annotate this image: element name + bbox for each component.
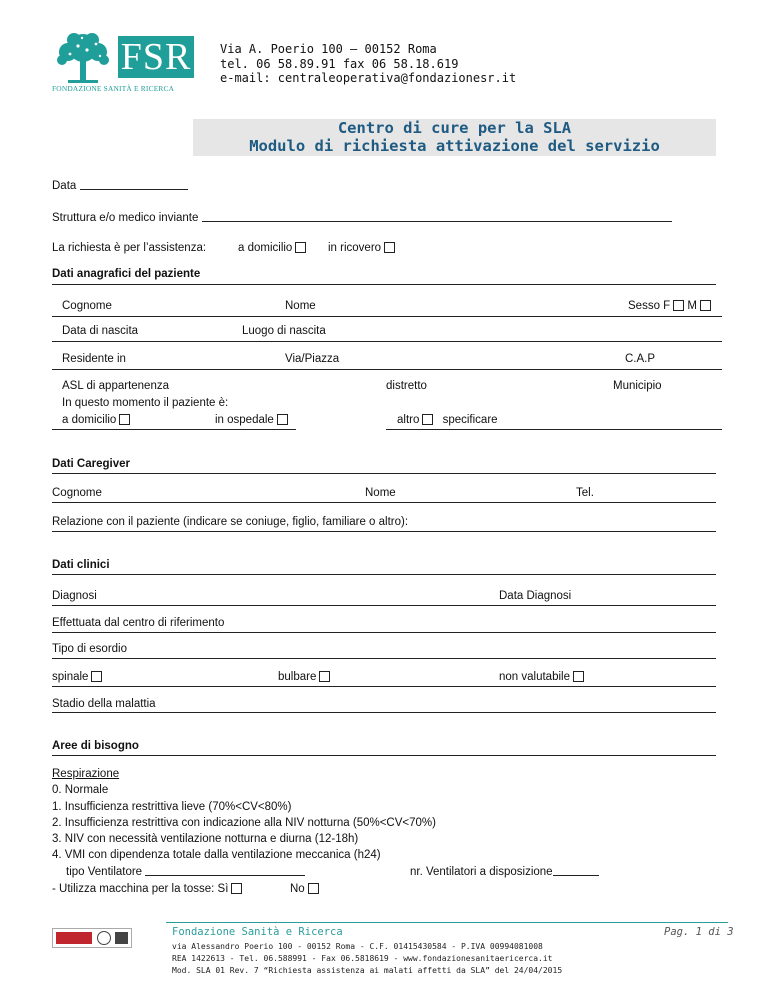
sesso-m-label: M	[687, 300, 697, 312]
footer-line: via Alessandro Poerio 100 - 00152 Roma - C.F. 01415430584 - P.IVA 00994081008	[172, 942, 543, 951]
cap-label: C.A.P	[625, 353, 656, 365]
badge-red-block	[56, 932, 92, 944]
divider	[52, 686, 716, 687]
ventilatore-label: tipo Ventilatore	[66, 866, 143, 878]
sesso-label: Sesso F	[628, 300, 671, 312]
foundation-name: FONDAZIONE SANITÀ E RICERCA	[52, 84, 175, 93]
list-item: 3. NIV con necessità ventilazione notturna e diurna (12-18h)	[52, 833, 359, 846]
nr-ventilatori-field[interactable]	[410, 865, 599, 878]
altro-option[interactable]	[397, 414, 498, 426]
list-item: 1. Insufficienza restrittiva lieve (70%<CV<80%)	[52, 800, 292, 813]
domicilio-checkbox[interactable]	[295, 242, 306, 253]
municipio-label: Municipio	[613, 380, 662, 392]
caregiver-heading: Dati Caregiver	[52, 458, 130, 470]
domicilio-label: a domicilio	[238, 242, 293, 254]
page-number: Pag. 1 di 3	[664, 926, 734, 938]
specificare-label: specificare	[442, 414, 498, 426]
luogo-nascita-label: Luogo di nascita	[242, 325, 326, 337]
divider	[52, 284, 716, 285]
diagnosi-label: Diagnosi	[52, 590, 97, 602]
distretto-label: distretto	[386, 380, 427, 392]
non-valutabile-checkbox[interactable]	[573, 671, 584, 682]
divider	[52, 531, 716, 532]
badge-seal	[97, 931, 111, 945]
page-title	[193, 119, 716, 155]
spinale-label: spinale	[52, 671, 89, 683]
footer-line: REA 1422613 - Tel. 06.588991 - Fax 06.5818619 - www.fondazionesanitaericerca.it	[172, 954, 553, 963]
respirazione-heading: Respirazione	[52, 768, 120, 780]
ospedale-checkbox[interactable]	[277, 414, 288, 425]
data-field[interactable]	[52, 179, 188, 192]
ospedale-option[interactable]	[215, 414, 288, 426]
tosse-no-checkbox[interactable]	[308, 883, 319, 894]
residente-label: Residente in	[62, 353, 126, 365]
email-line: e-mail: centraleoperativa@fondazionesr.it	[220, 71, 517, 85]
spinale-checkbox[interactable]	[91, 671, 102, 682]
footer-divider	[166, 922, 728, 923]
centro-label: Effettuata dal centro di riferimento	[52, 617, 225, 629]
non-valutabile-option[interactable]	[499, 671, 584, 683]
struttura-blank[interactable]	[202, 211, 672, 222]
list-item: 0. Normale	[52, 784, 109, 797]
domicilio-option[interactable]	[238, 242, 306, 254]
divider	[52, 316, 722, 317]
divider	[52, 605, 716, 606]
divider	[52, 502, 716, 503]
bulbare-option[interactable]	[278, 671, 330, 683]
cognome-label: Cognome	[62, 300, 112, 312]
divider	[52, 712, 716, 713]
via-label: Via/Piazza	[285, 353, 340, 365]
momento-domicilio-option[interactable]	[62, 414, 130, 426]
tosse-no-label: No	[290, 883, 305, 895]
bulbare-label: bulbare	[278, 671, 317, 683]
momento-domicilio-label: a domicilio	[62, 414, 117, 426]
ricovero-checkbox[interactable]	[384, 242, 395, 253]
spinale-option[interactable]	[52, 671, 102, 683]
altro-label: altro	[397, 414, 420, 426]
tosse-option[interactable]	[52, 883, 242, 895]
altro-checkbox[interactable]	[422, 414, 433, 425]
list-item: 2. Insufficienza restrittiva con indicazione alla NIV notturna (50%<CV<70%)	[52, 816, 436, 829]
sesso-field[interactable]	[628, 300, 711, 312]
ventilatore-blank[interactable]	[145, 865, 305, 876]
list-item: 4. VMI con dipendenza totale dalla ventilazione meccanica (h24)	[52, 849, 381, 862]
divider	[52, 574, 716, 575]
data-nascita-label: Data di nascita	[62, 325, 139, 337]
momento-label: In questo momento il paziente è:	[62, 397, 229, 409]
ospedale-label: in ospedale	[215, 414, 274, 426]
divider	[52, 473, 716, 474]
esordio-label: Tipo di esordio	[52, 643, 128, 655]
brand-block: FSR	[118, 36, 194, 78]
caregiver-nome-label: Nome	[365, 487, 396, 499]
divider	[52, 632, 716, 633]
divider	[52, 341, 722, 342]
non-valutabile-label: non valutabile	[499, 671, 570, 683]
sesso-m-checkbox[interactable]	[700, 300, 711, 311]
nome-label: Nome	[285, 300, 316, 312]
tosse-si-checkbox[interactable]	[231, 883, 242, 894]
tree-icon	[52, 30, 114, 86]
address-block	[220, 42, 516, 86]
phone-line: tel. 06 58.89.91 fax 06 58.18.619	[220, 56, 459, 71]
struttura-label: Struttura e/o medico inviante	[52, 212, 199, 224]
divider	[386, 429, 722, 430]
clinici-heading: Dati clinici	[52, 559, 110, 571]
divider	[52, 658, 716, 659]
divider	[52, 369, 722, 370]
richiesta-label: La richiesta è per l’assistenza:	[52, 242, 207, 254]
bisogno-heading: Aree di bisogno	[52, 740, 139, 752]
footer-line: Mod. SLA 01 Rev. 7 “Richiesta assistenza ai malati affetti da SLA” del 24/04/2015	[172, 966, 563, 975]
sesso-f-checkbox[interactable]	[673, 300, 684, 311]
caregiver-cognome-label: Cognome	[52, 487, 102, 499]
respirazione-list	[52, 766, 436, 864]
momento-domicilio-checkbox[interactable]	[119, 414, 130, 425]
title-line-2: Modulo di richiesta attivazione del servizio	[249, 137, 660, 155]
footer-text	[172, 941, 562, 977]
ricovero-option[interactable]	[328, 242, 395, 254]
divider	[52, 755, 716, 756]
data-diagnosi-label: Data Diagnosi	[499, 590, 572, 602]
fsr-logo	[52, 28, 200, 96]
relazione-label: Relazione con il paziente (indicare se coniuge, figlio, familiare o altro):	[52, 516, 409, 528]
footer-org: Fondazione Sanità e Ricerca	[172, 926, 343, 938]
badge-mark	[115, 932, 128, 944]
data-blank[interactable]	[80, 179, 188, 190]
stadio-label: Stadio della malattia	[52, 698, 156, 710]
ventilatore-field[interactable]	[66, 865, 305, 878]
address-line: Via A. Poerio 100 – 00152 Roma	[220, 42, 437, 56]
data-label: Data	[52, 180, 77, 192]
nr-ventilatori-blank[interactable]	[553, 865, 599, 876]
title-line-1: Centro di cure per la SLA	[337, 119, 572, 137]
paziente-heading: Dati anagrafici del paziente	[52, 268, 201, 280]
tosse-label: - Utilizza macchina per la tosse: Sì	[52, 883, 229, 895]
caregiver-tel-label: Tel.	[576, 487, 594, 499]
struttura-field[interactable]	[52, 211, 672, 224]
asl-label: ASL di appartenenza	[62, 380, 169, 392]
nr-ventilatori-label: nr. Ventilatori a disposizione	[410, 866, 553, 878]
ricovero-label: in ricovero	[328, 242, 382, 254]
certification-badge	[52, 928, 132, 948]
bulbare-checkbox[interactable]	[319, 671, 330, 682]
tosse-no-option[interactable]	[290, 883, 319, 895]
divider	[52, 429, 296, 430]
